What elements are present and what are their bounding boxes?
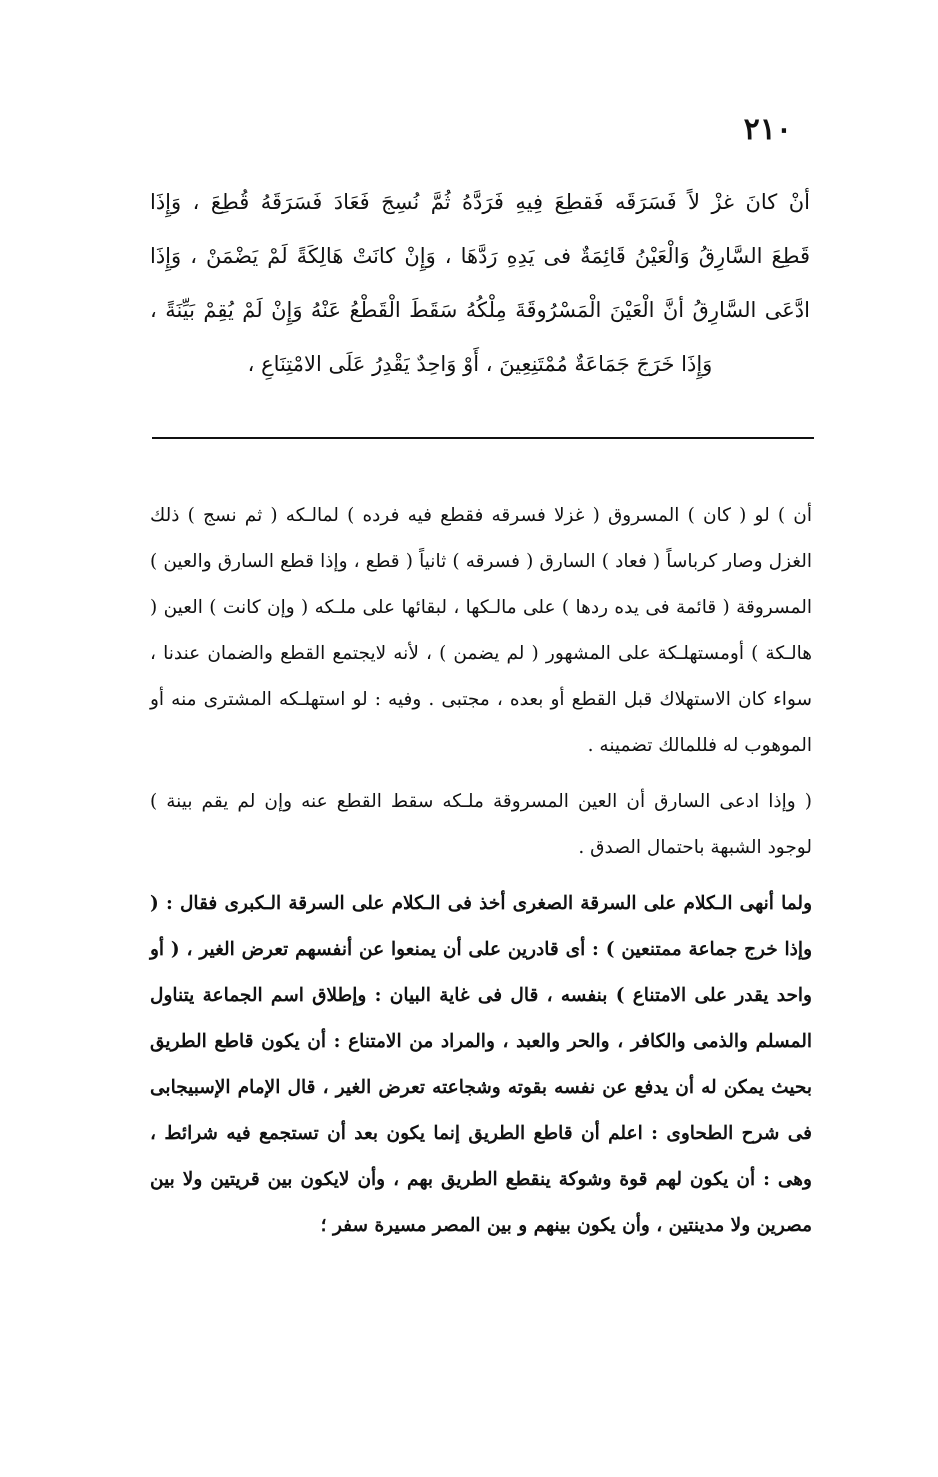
commentary-paragraph: ولما أنهى الـكلام على السرقة الصغرى أخذ فى الـكلام على السرقة الـكبرى فقال : ( وإذا خرج جماعة ممتنعين ) : أى قادرين على أن يمنعوا عن أنفسهم تعرض الغير ، ( أو واحد يقدر على الامتناع ) بنفسه ، قال فى غاية البيان : وإطلاق اسم الجماعة يتناول المسلم والذمى والكافر ، والحر والعبد ، والمراد من الامتناع : أن يكون قاطع الطريق بحيث يمكن له أن يدفع عن نفسه بقوته وشجاعته تعرض الغير ، قال الإمام الإسبيجابى فى شرح الطحاوى : اعلم أن قاطع الطريق إنما يكون بعد أن تستجمع فيه شرائط ، وهى : أن يكون لهم قوة وشوكة ينقطع الطريق بهم ، وأن لايكون بين قريتين ولا بين مصرين ولا مدينتين ، وأن يكون بينهم و بين المصر مسيرة سفر ؛ bbox=[150, 893, 812, 1236]
matn-line: ادَّعَى السَّارِقُ أنَّ الْعَيْنَ الْمَسْرُوقَةَ مِلْكُهُ سَقَطَ الْقَطْعُ عَنْهُ وَإِنْ لَمْ يُقِمْ بَيِّنَةً ، bbox=[150, 298, 810, 322]
commentary-paragraph: ( وإذا ادعى السارق أن العين المسروقة ملـكه سقط القطع عنه وإن لم يقم بينة ) لوجود الشبهة باحتمال الصدق . bbox=[150, 791, 812, 858]
commentary-text-block bbox=[150, 493, 812, 1249]
section-divider bbox=[152, 437, 814, 439]
page-number: ٢١٠ bbox=[743, 112, 792, 147]
matn-line: وَإِذَا خَرَجَ جَمَاعَةٌ مُمْتَنِعِينَ ، أَوْ وَاحِدٌ يَقْدِرُ عَلَى الامْتِنَاعِ ، bbox=[247, 352, 713, 376]
matn-line: قَطِعَ السَّارِقُ وَالْعَيْنُ قَائِمَةٌ فى يَدِهِ رَدَّهَا ، وَإِنْ كانَتْ هَالِكَةً لَمْ يَضْمَنْ ، وَإِذَا bbox=[150, 244, 810, 268]
commentary-paragraph: أن ) لو ( كان ) المسروق ( غزلا فسرقه فقطع فيه فرده ) لمالـكه ( ثم نسج ) ذلك الغزل وصار كرباساً ( فعاد ) السارق ( فسرقه ) ثانياً ( قطع ، وإذا قطع السارق والعين ) المسروقة ( قائمة فى يده ردها ) على مالـكها ، لبقائها على ملـكه ( وإن كانت ) العين ( هالـكة ) أومستهلـكة على المشهور ( لم يضمن ) ، لأنه لايجتمع القطع والضمان عندنا ، سواء كان الاستهلاك قبل القطع أو بعده ، مجتبى . وفيه : لو استهلـكه المشترى منه أو الموهوب له فللمالك تضمينه . bbox=[150, 505, 812, 756]
matn-text-block bbox=[150, 175, 810, 391]
matn-line: أنْ كانَ غزْ لاً فَسَرَقَه فَقطِعَ فِيهِ فَرَدَّهُ ثُمَّ نُسِجَ فَعَادَ فَسَرَقَهُ قُطِعَ ، وَإِذَا bbox=[150, 190, 810, 214]
